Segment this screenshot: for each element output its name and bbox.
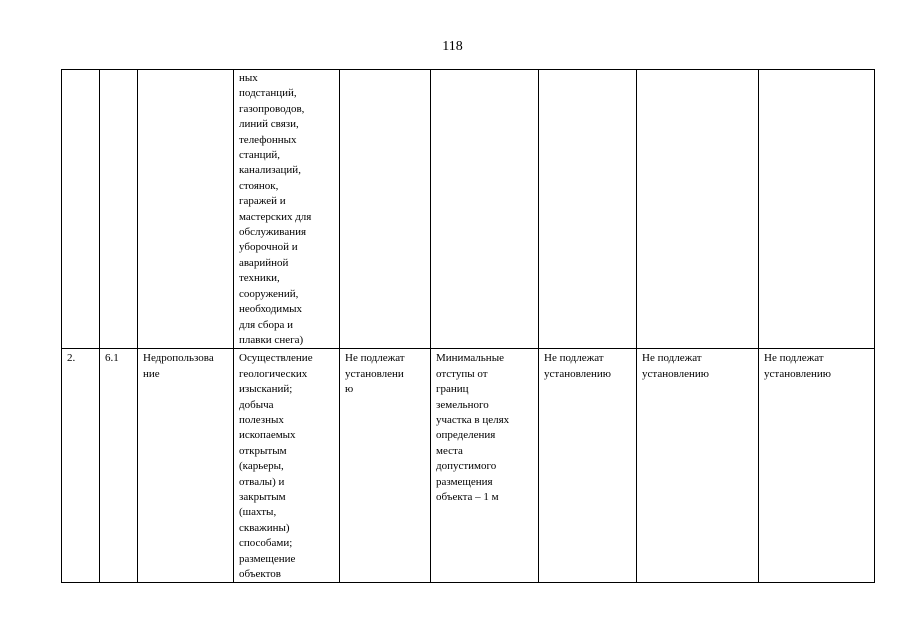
table-cell-description: Осуществление геологических изысканий; добыча полезных ископаемых открытым (карьеры, отвалы) и закрытым (шахты, скважины) способами; размещение объектов [234, 349, 340, 583]
table-cell-use-type: Недропользова ние [138, 349, 234, 583]
table-cell-code [100, 70, 138, 349]
zoning-table [61, 69, 875, 583]
table-cell-number [62, 70, 100, 349]
table-cell-parameter-3 [539, 70, 637, 349]
table-cell-parameter-1 [340, 70, 431, 349]
table-cell-parameter-4 [637, 70, 759, 349]
table-row [62, 349, 875, 583]
table-cell-description: ных подстанций, газопроводов, линий связи, телефонных станций, канализаций, стоянок, гаражей и мастерских для обслуживания уборочной и аварийной техники, сооружений, необходимых для сбора и плавки снега) [234, 70, 340, 349]
table-cell-parameter-5 [759, 70, 875, 349]
table-cell-parameter-4: Не подлежат установлению [637, 349, 759, 583]
table-cell-code: 6.1 [100, 349, 138, 583]
table-row [62, 70, 875, 349]
table-cell-use-type [138, 70, 234, 349]
table-cell-parameter-5: Не подлежат установлению [759, 349, 875, 583]
table-cell-parameter-2 [431, 70, 539, 349]
table-cell-parameter-2: Минимальные отступы от границ земельного участка в целях определения места допустимого размещения объекта – 1 м [431, 349, 539, 583]
table-cell-number: 2. [62, 349, 100, 583]
page-number: 118 [442, 39, 463, 54]
table-cell-parameter-1: Не подлежат установлени ю [340, 349, 431, 583]
table-cell-parameter-3: Не подлежат установлению [539, 349, 637, 583]
